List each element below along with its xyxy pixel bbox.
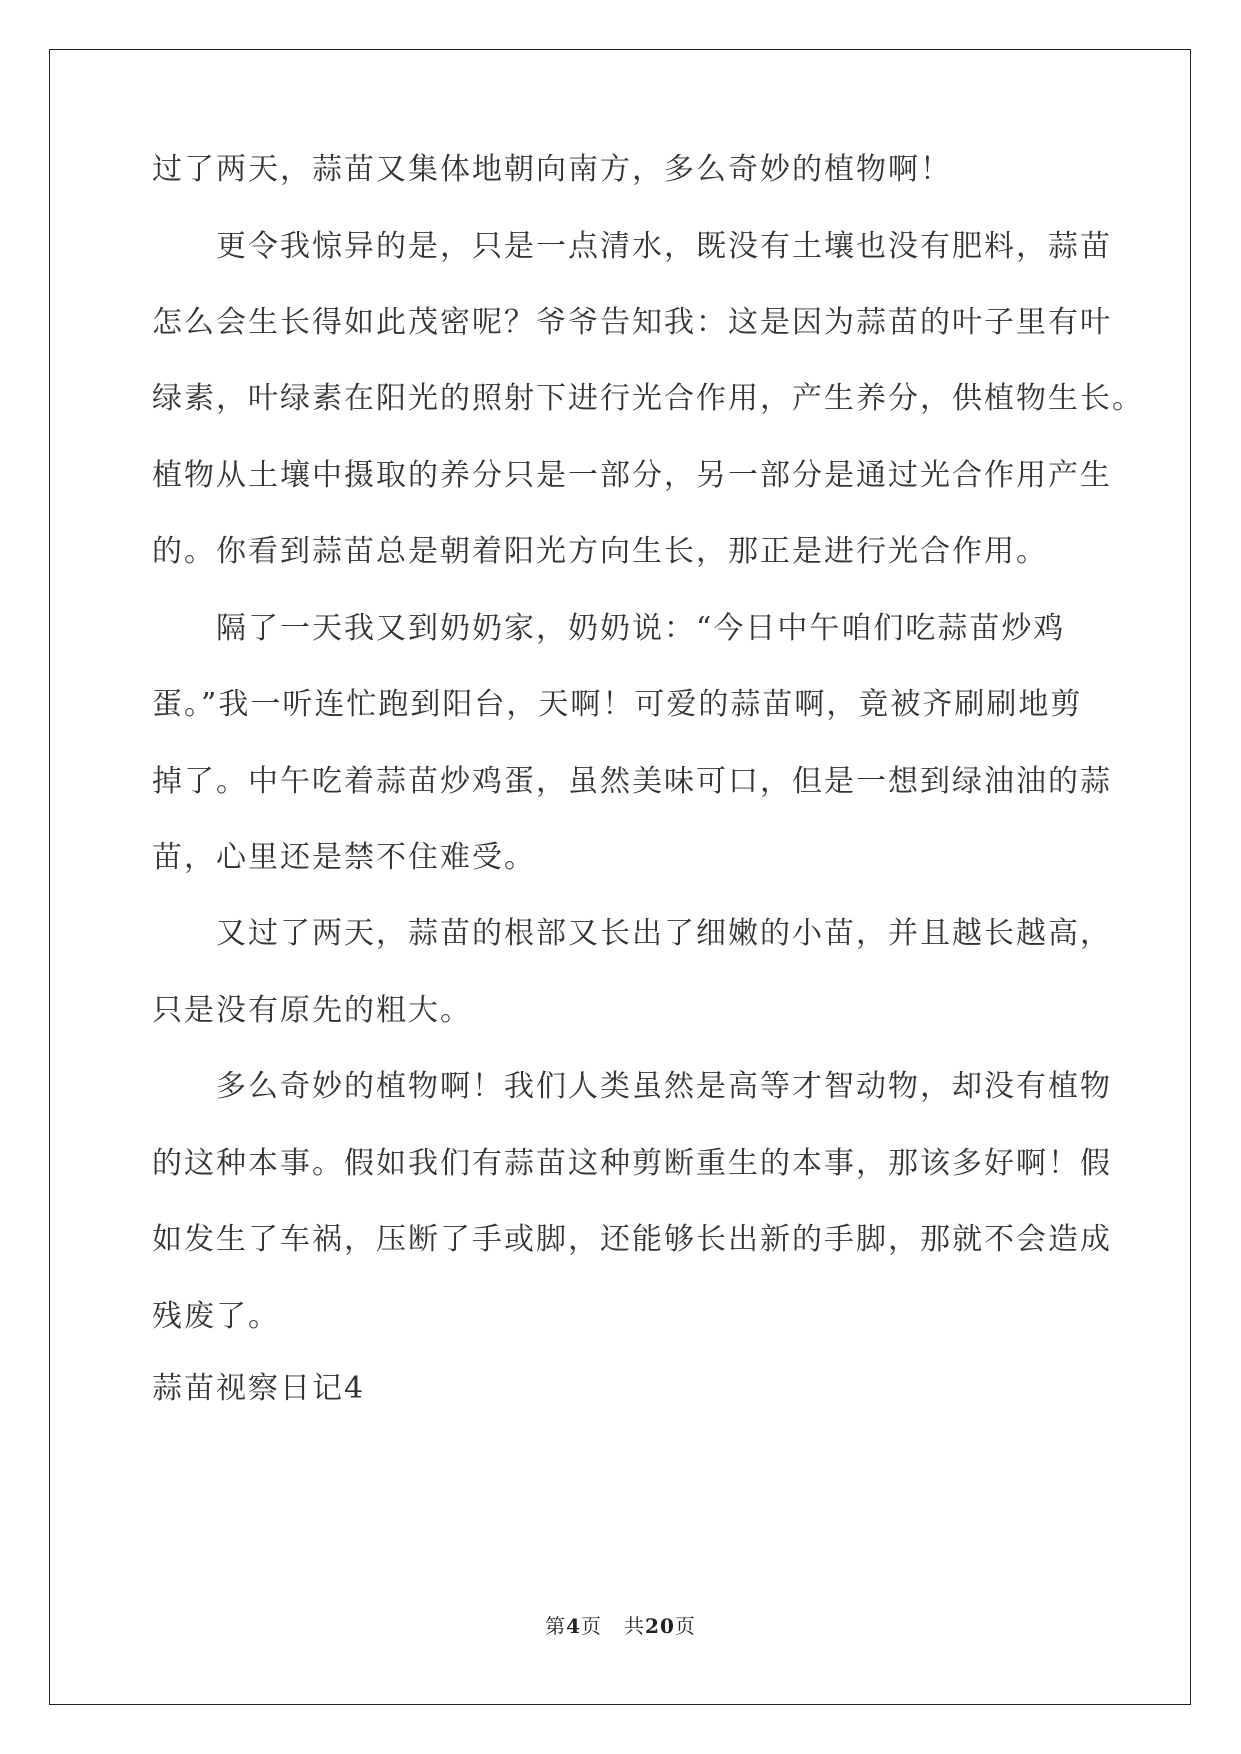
paragraph-first-line: 更令我惊异的是，只是一点清水，既没有土壤也没有肥料，蒜苗 [216,229,1112,264]
text-line: 的这种本事。假如我们有蒜苗这种剪断重生的本事，那该多好啊！假 [152,1146,1112,1181]
paragraph-first-line: 多么奇妙的植物啊！我们人类虽然是高等才智动物，却没有植物 [216,1069,1112,1104]
text-line: 掉了。中午吃着蒜苗炒鸡蛋，虽然美味可口，但是一想到绿油油的蒜 [152,764,1112,799]
text-line: 绿素，叶绿素在阳光的照射下进行光合作用，产生养分，供植物生长。 [152,381,1144,416]
total-prefix: 共 [624,1614,646,1638]
paragraph-first-line: 又过了两天，蒜苗的根部又长出了细嫩的小苗，并且越长越高， [216,916,1112,951]
text-line: 残废了。 [152,1299,280,1334]
total-suffix: 页 [674,1614,696,1638]
total-pages: 20 [645,1614,675,1638]
text-line: 怎么会生长得如此茂密呢？爷爷告知我：这是因为蒜苗的叶子里有叶 [152,305,1112,340]
text-line: 蛋。”我一听连忙跑到阳台，天啊！可爱的蒜苗啊，竟被齐刷刷地剪 [152,687,1083,722]
page-suffix: 页 [581,1614,603,1638]
text-line: 植物从土壤中摄取的养分只是一部分，另一部分是通过光合作用产生 [152,458,1112,493]
text-line: 过了两天，蒜苗又集体地朝向南方，多么奇妙的植物啊！ [152,152,952,187]
section-heading: 蒜苗视察日记4 [152,1371,366,1406]
page-prefix: 第 [545,1614,567,1638]
text-line: 如发生了车祸，压断了手或脚，还能够长出新的手脚，那就不会造成 [152,1222,1112,1257]
page-number: 4 [566,1614,582,1638]
text-line: 苗，心里还是禁不住难受。 [152,840,536,875]
paragraph-first-line: 隔了一天我又到奶奶家，奶奶说：“今日中午咱们吃蒜苗炒鸡 [216,611,1066,646]
text-line: 只是没有原先的粗大。 [152,993,472,1028]
page-footer [0,1610,1241,1639]
text-line: 的。你看到蒜苗总是朝着阳光方向生长，那正是进行光合作用。 [152,534,1048,569]
